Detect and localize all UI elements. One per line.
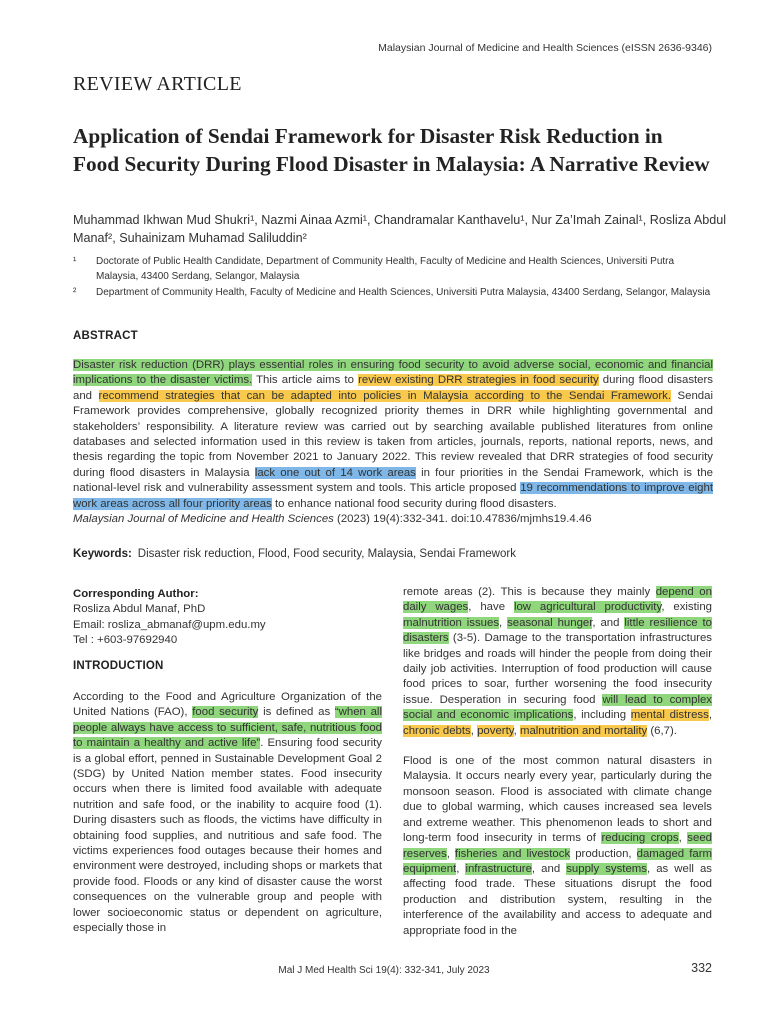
highlight-yellow: review existing DRR strategies in food security xyxy=(358,374,599,387)
abstract-text: during flood disasters and xyxy=(73,374,713,402)
corresponding-label: Corresponding Author: xyxy=(73,588,199,600)
body-text: , xyxy=(456,862,466,875)
keywords-label: Keywords: xyxy=(73,548,132,560)
intro-paragraph xyxy=(403,585,712,739)
highlight-yellow: mental distress xyxy=(630,709,709,722)
affiliation-text: Department of Community Health, Faculty of Medicine and Health Sciences, Universiti Putra Malaysia, 43400 Serdang, Selangor, Malaysia xyxy=(96,287,711,298)
body-text: , xyxy=(708,709,712,722)
highlight-yellow: recommend strategies that can be adapted into policies in Malaysia according to the Sendai Framework. xyxy=(98,389,672,402)
body-text: production, xyxy=(570,847,637,860)
highlight-green: depend on daily wages xyxy=(403,586,712,614)
affiliation-number: ² xyxy=(73,287,77,298)
body-text: (3-5). Damage to the transportation infrastructures like bridges and roads will hinder the people from doing their daily job activities. Interruption of food production will cause food prices to soar, further worsening the food insecurity issue. Desperation in securing food xyxy=(403,632,712,706)
keywords xyxy=(73,548,516,560)
abstract-text: This article aims to xyxy=(252,374,359,387)
affiliation-item xyxy=(73,255,713,284)
highlight-blue: 19 recommendations to improve eight work areas across all four priority areas xyxy=(73,482,714,510)
journal-header: Malaysian Journal of Medicine and Health Sciences (eISSN 2636-9346) xyxy=(378,42,712,54)
highlight-green: little resilience to disasters xyxy=(403,616,712,645)
highlight-yellow: chronic debts xyxy=(403,724,471,737)
corresponding-tel: Tel : +603-97692940 xyxy=(73,634,178,647)
abstract-body xyxy=(73,358,713,527)
page-number: 332 xyxy=(691,961,712,975)
highlight-green: supply systems xyxy=(566,862,647,875)
body-text: is defined as xyxy=(258,706,335,719)
intro-paragraph xyxy=(73,690,382,937)
affiliation-text: Doctorate of Public Health Candidate, Department of Community Health, Faculty of Medicine and Health Sciences, Universiti Putra Malaysia, 43400 Serdang, Selangor, Malaysia xyxy=(96,256,675,282)
intro-paragraph xyxy=(403,754,712,939)
highlight-green: malnutrition issues xyxy=(403,616,500,629)
highlight-yellow: malnutrition and mortality xyxy=(519,724,648,737)
highlight-green: seasonal hunger xyxy=(507,616,593,629)
highlight-green: fisheries and livestock xyxy=(454,847,571,860)
highlight-green: reducing crops xyxy=(601,832,679,845)
abstract-text: to enhance national food security during flood disasters. xyxy=(271,497,557,510)
body-text: , and xyxy=(592,616,625,629)
abstract-text: Sendai Framework provides comprehensive, globally recognized priority themes in DRR while highlighting governmental and stakeholders’ responsibility. A literature review was carried out by searching available published literatures from online databases and selected information used in this review is taken from articles, journals, reports, national reports, news, and thesis regarding the topic from November 2021 to January 2022. This review revealed that DRR strategies of food security during flood disasters in Malaysia xyxy=(73,389,714,479)
body-text: , xyxy=(678,832,688,845)
affiliation-item xyxy=(73,286,713,301)
highlight-green: “when all people always have access to sufficient, safe, nutritious food to maintain a healthy and active life” xyxy=(73,706,382,750)
corresponding-author xyxy=(73,587,383,649)
highlight-green: Disaster risk reduction (DRR) plays essential roles in ensuring food security to avoid adverse social, economic and financial implications to the disaster victims. xyxy=(73,359,713,387)
body-text: , existing xyxy=(661,601,712,614)
affiliations xyxy=(73,255,713,303)
right-column xyxy=(403,585,712,954)
footer-citation: Mal J Med Health Sci 19(4): 332-341, July 2023 xyxy=(278,965,490,976)
highlight-green: seed reserves xyxy=(403,832,712,860)
abstract-heading: ABSTRACT xyxy=(73,330,138,342)
abstract-text: in four priorities in the Sendai Framework, which is the national-level risk and vulnerability assessment system and tools. This article proposed xyxy=(73,466,714,495)
keywords-text: Disaster risk reduction, Flood, Food security, Malaysia, Sendai Framework xyxy=(137,548,516,560)
body-text: Flood is one of the most common natural disasters in Malaysia. It occurs nearly every year, particularly during the monsoon season. Flood is associated with climate change due to global warming, which causes increased sea levels and extreme weather. This phenomenon leads to short and long-term food insecurity in terms of xyxy=(403,755,712,845)
introduction-heading: INTRODUCTION xyxy=(73,660,164,672)
left-column xyxy=(73,690,382,937)
article-type-label: REVIEW ARTICLE xyxy=(73,73,242,95)
corresponding-name: Rosliza Abdul Manaf, PhD xyxy=(73,603,206,616)
highlight-green: damaged farm equipment xyxy=(403,847,712,875)
body-text: , xyxy=(446,847,455,860)
body-text: . Ensuring food security is a global effort, penned in Sustainable Development Goal 2 (SDG) by United Nation member states. Food insecurity occurs when there is limited food available with adequate nutrition and safe food, or the inability to acquire food (1). During disasters such as floods, the victims have difficulty in obtaining food supplies, and nutritious and safe food. The victims experiences food outages because their homes and environment were destroyed, including shops or markets that provide food. Floods or any kind of disaster cause the worst consequences on the vulnerable group and people with lower socioeconomic status or dependent on agriculture, especially those in xyxy=(73,737,382,935)
body-text: (6,7). xyxy=(647,724,677,737)
body-text: , have xyxy=(468,601,514,614)
highlight-green: will lead to complex social and economic implications xyxy=(403,693,713,722)
body-text: , xyxy=(470,724,478,737)
highlight-green: low agricultural productivity xyxy=(513,601,662,614)
corresponding-email[interactable]: Email: rosliza_abmanaf@upm.edu.my xyxy=(73,618,266,631)
body-text: According to the Food and Agriculture Organization of the United Nations (FAO), xyxy=(73,691,382,719)
body-text: , as well as affecting food trade. These situations disrupt the food production and distribution system, resulting in the interference of the availability and access to adequate and appropriate food in the xyxy=(403,862,713,937)
article-title: Application of Sendai Framework for Disaster Risk Reduction in Food Security During Flood Disaster in Malaysia: A Narrative Review xyxy=(73,124,710,176)
author-list: Muhammad Ikhwan Mud Shukri¹, Nazmi Ainaa Azmi¹, Chandramalar Kanthavelu¹, Nur Za’Imah Zainal¹, Rosliza Abdul Manaf², Suhainizam Muhamad Saliluddin² xyxy=(73,213,727,245)
body-text: , including xyxy=(573,709,631,722)
body-text: , xyxy=(513,724,520,737)
body-text: , xyxy=(499,616,508,629)
affiliation-number: ¹ xyxy=(73,256,77,267)
body-text: , and xyxy=(531,862,567,875)
highlight-yellow: poverty xyxy=(477,724,514,737)
citation-journal: Malaysian Journal of Medicine and Health Sciences xyxy=(73,513,334,526)
highlight-blue: lack one out of 14 work areas xyxy=(254,466,416,479)
body-text: remote areas (2). This is because they mainly xyxy=(403,586,656,598)
citation-details: (2023) 19(4):332-341. doi:10.47836/mjmhs19.4.46 xyxy=(333,513,592,526)
highlight-green: food security xyxy=(192,706,259,719)
highlight-green: infrastructure xyxy=(465,862,532,875)
